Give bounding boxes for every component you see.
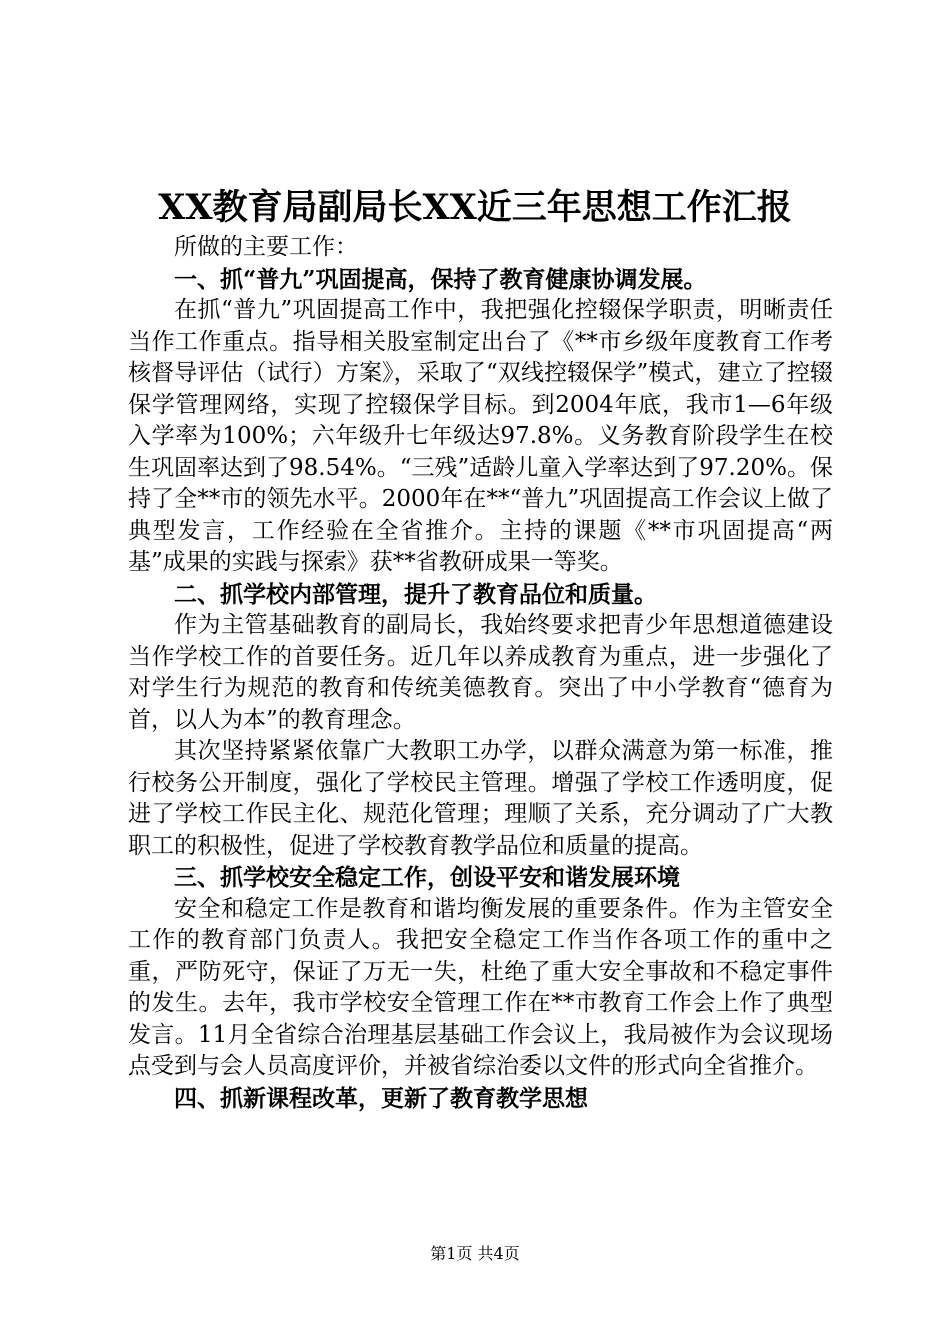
body-paragraph: 作为主管基础教育的副局长，我始终要求把青少年思想道德建设当作学校工作的首要任务。近几年以养成教育为重点，进一步强化了对学生行为规范的教育和传统美德教育。突出了中小学教育“德育为首，以人为本”的教育理念。 [128,612,833,733]
section-heading-3: 三、抓学校安全稳定工作，创设平安和谐发展环境 [174,864,680,891]
body-paragraph: 其次坚持紧紧依靠广大教职工办学，以群众满意为第一标准，推行校务公开制度，强化了学校民主管理。增强了学校工作透明度，促进了学校工作民主化、规范化管理；理顺了关系，充分调动了广大教职工的积极性，促进了学校教育教学品位和质量的提高。 [128,738,833,859]
document-body [128,232,833,1114]
page-footer: 第1页 共4页 [430,1244,520,1263]
document-title: XX教育局副局长XX近三年思想工作汇报 [158,187,792,228]
body-paragraph: 安全和稳定工作是教育和谐均衡发展的重要条件。作为主管安全工作的教育部门负责人。我把安全稳定工作当作各项工作的重中之重，严防死守，保证了万无一失，杜绝了重大安全事故和不稳定事件的发生。去年，我市学校安全管理工作在**市教育工作会上作了典型发言。11月全省综合治理基层基础工作会议上，我局被作为会议现场点受到与会人员高度评价，并被省综治委以文件的形式向全省推介。 [128,895,833,1079]
intro-paragraph: 所做的主要工作： [174,234,358,260]
section-heading-4: 四、抓新课程改革，更新了教育教学思想 [174,1084,588,1112]
body-paragraph: 在抓“普九”巩固提高工作中，我把强化控辍保学职责，明晰责任当作工作重点。指导相关股室制定出台了《**市乡级年度教育工作考核督导评估（试行）方案》，采取了“双线控辍保学”模式，建立了控辍保学管理网络，实现了控辍保学目标。到2004年底，我市1—6年级入学率为100%；六年级升七年级达97.8%。义务教育阶段学生在校生巩固率达到了98.54%。“三残”适龄儿童入学率达到了97.20%。保持了全**市的领先水平。2000年在**“普九”巩固提高工作会议上做了典型发言，工作经验在全省推介。主持的课题《**市巩固提高“两基”成果的实践与探索》获**省教研成果一等奖。 [128,297,833,575]
section-heading-1: 一、抓“普九”巩固提高，保持了教育健康协调发展。 [174,265,707,293]
section-heading-2: 二、抓学校内部管理，提升了教育品位和质量。 [174,580,657,608]
